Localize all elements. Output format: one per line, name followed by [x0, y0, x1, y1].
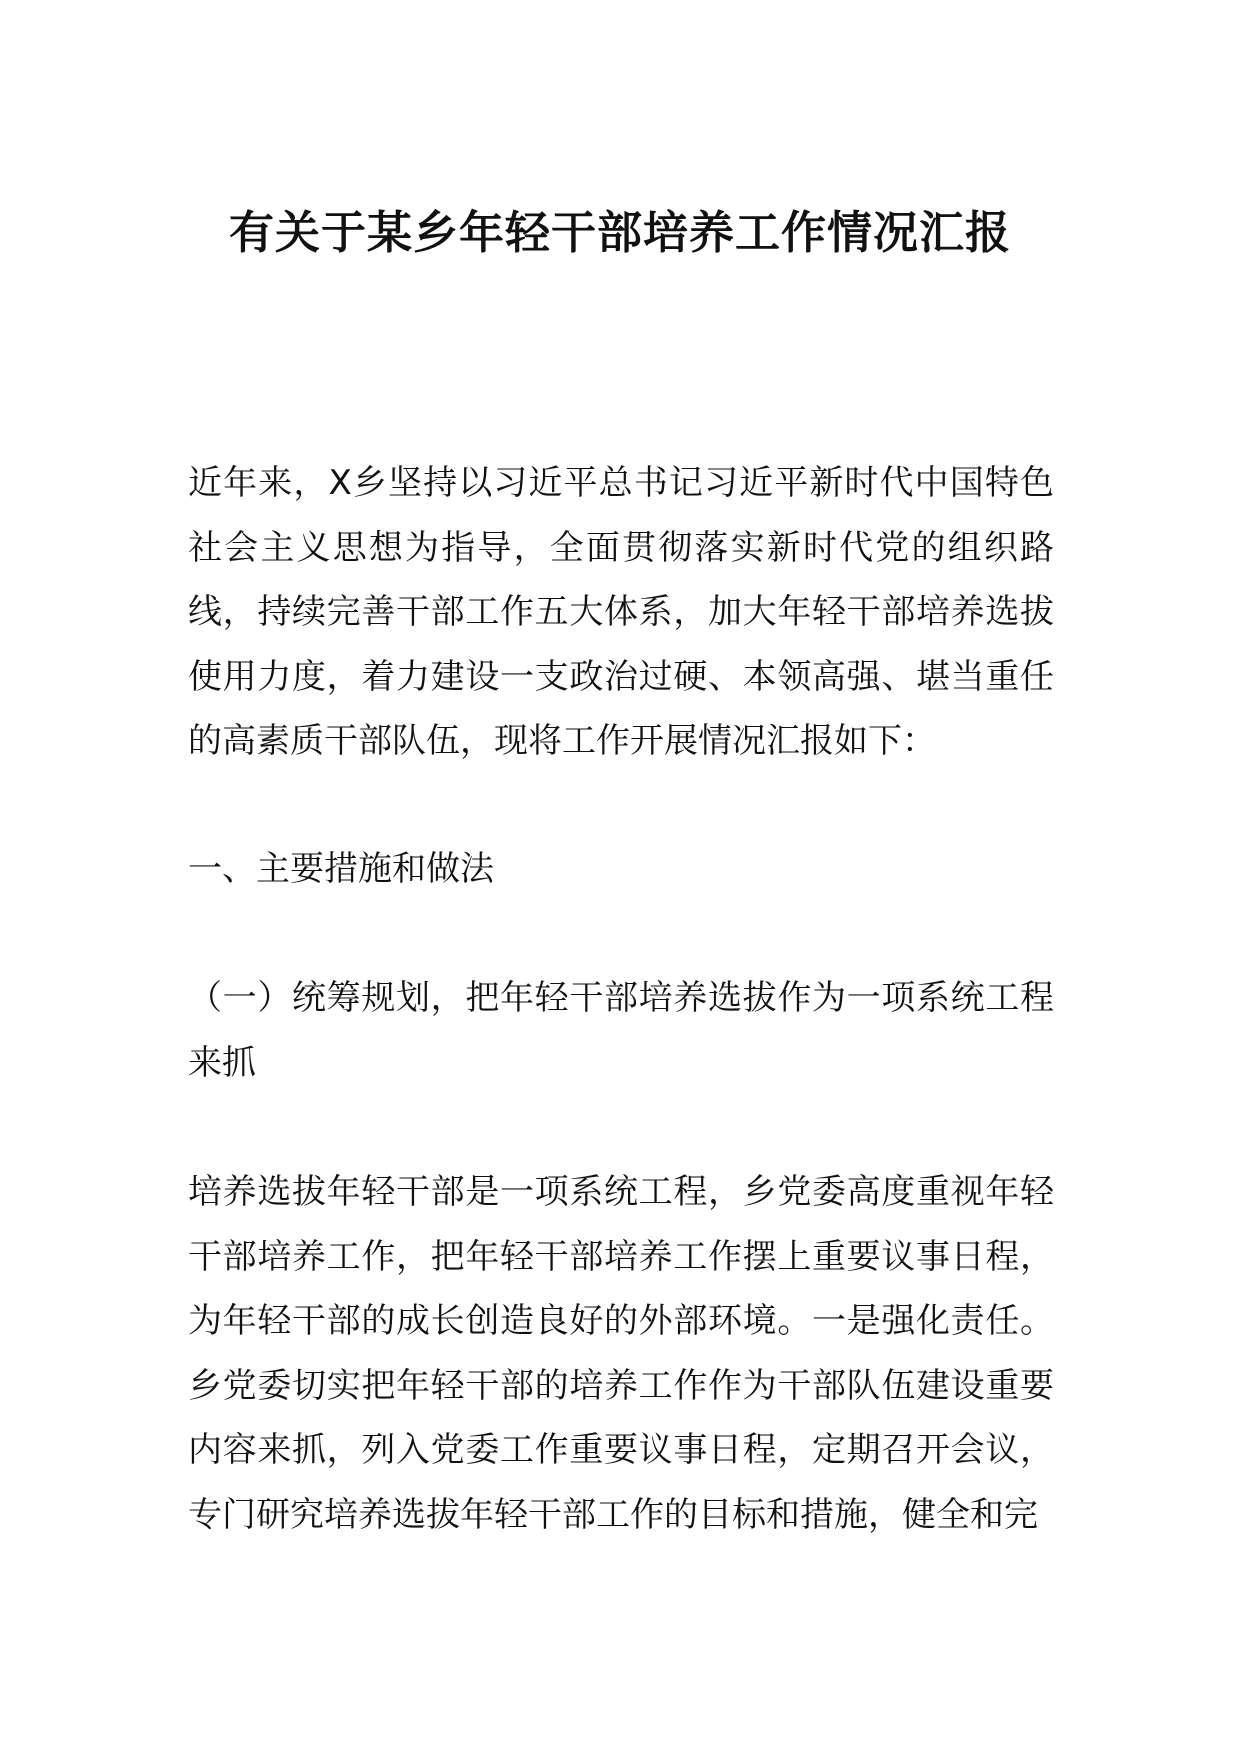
subsection-heading: （一）统筹规划，把年轻干部培养选拔作为一项系统工程来抓 — [188, 978, 1054, 1083]
document-title: 有关于某乡年轻干部培养工作情况汇报 — [228, 206, 1011, 259]
intro-paragraph: 近年来，X乡坚持以习近平总书记习近平新时代中国特色社会主义思想为指导，全面贯彻落实新时代党的组织路线，持续完善干部工作五大体系，加大年轻干部培养选拔使用力度，着力建设一支政治过硬、本领高强、堪当重任的高素质干部队伍，现将工作开展情况汇报如下： — [188, 463, 1054, 761]
body-paragraph: 培养选拔年轻干部是一项系统工程，乡党委高度重视年轻干部培养工作，把年轻干部培养工作摆上重要议事日程，为年轻干部的成长创造良好的外部环境。一是强化责任。乡党委切实把年轻干部的培养工作作为干部队伍建设重要内容来抓，列入党委工作重要议事日程，定期召开会议，专门研究培养选拔年轻干部工作的目标和措施，健全和完 — [188, 1172, 1054, 1535]
section-heading: 一、主要措施和做法 — [188, 849, 494, 889]
